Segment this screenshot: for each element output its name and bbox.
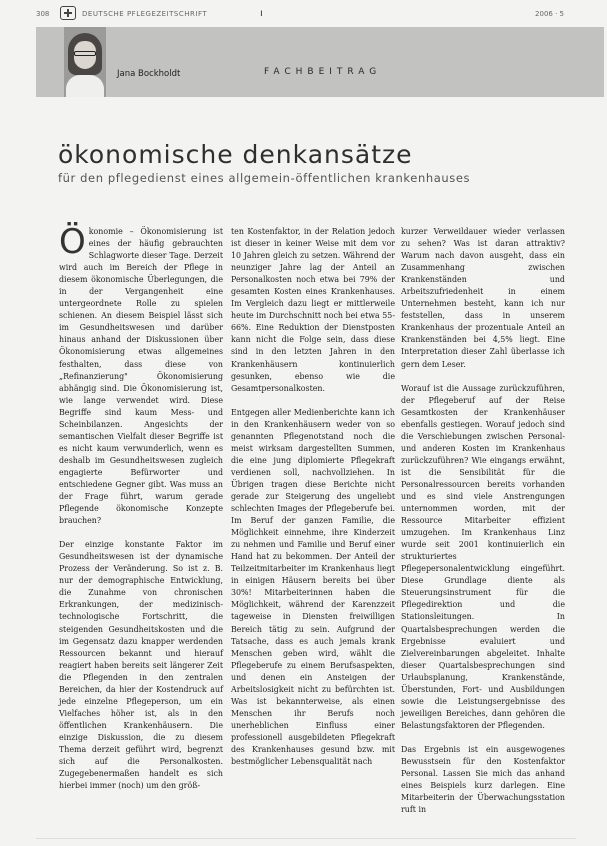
paragraph xyxy=(59,222,223,527)
paragraph: Das Ergebnis ist ein ausgewogenes Bewusstsein für den Kostenfaktor Personal. Lassen Sie mich das anhand eines Beispiels kurz darlegen. Eine Mitarbeiterin der Überwachungsstation ruft in xyxy=(401,744,565,815)
paragraph: kurzer Verweildauer wieder verlassen zu sehen? Was ist daran attraktiv? Warum nach davon ausgeht, dass ein Zusammenhang zwischen Krankenständen und Arbeitszufriedenheit in einem Unternehmen besteht, kann ich nur feststellen, dass in unserem Krankenhaus der prozentuale Anteil an Krankenständen bei 4,5% liegt. Eine Interpretation dieser Zahl überlasse ich gern dem Leser. xyxy=(401,227,565,369)
text-column-3 xyxy=(401,226,565,828)
paragraph: Entgegen aller Medienberichte kann ich in den Krankenhäusern weder von so genannten Pflegenotstand noch die meist wirksam dargestellten Summen, die eine jung diplomierte Pflegekraft verdienen soll, nachvollziehen. In Übrigen tragen diese Berichte nicht gerade zur Steigerung des ungeliebt schlechten Images der Pflegeberufe bei. Im Beruf der ganzen Familie, die Möglichkeit einnehme, ihre Kinderzeit zu nehmen und Familie und Beruf einer Hand hat zu bekommen. Der Anteil der Teilzeitmitarbeiter im Krankenhaus liegt in einigen Häusern bereits bei über 30%! Mitarbeiterinnen haben die Möglichkeit, während der Karenzzeit tageweise in Diensten freiwilligen Bereich tätig zu sein. Aufgrund der Tatsache, dass es auch jemals krank Menschen geben wird, wählt die Pflegeberufe zu einem Berufsaspekten, und denen ein Ansteigen der Arbeitslosigkeit nicht zu befürchten ist. Was ist bekannterweise, als einen Menschen ihr Berufs noch unerheblichen Einfluss einer professionell ausgebildeten Pflegekraft des Krankenhauses gesund bzw. mit bestmöglicher Lebensqualität nach xyxy=(231,407,395,767)
page-marker: ı xyxy=(260,8,263,19)
text-column-1 xyxy=(59,222,223,804)
paragraph: ten Kostenfaktor, in der Relation jedoch ist dieser in keiner Weise mit dem vor 10 Jahren gleich zu setzen. Während der neunziger Jahre lag der Anteil an Personalkosten noch etwa bei 79% der gesamten Kosten eines Krankenhauses. Im Vergleich dazu liegt er mittlerweile heute im Durchschnitt noch bei etwa 55-66%. Eine Reduktion der Dienstposten kann nicht die Folge sein, dass diese sind in den letzten Jahren in den Krankenhäusern kontinuierlich gesunken, ebenso wie die Gesamtpersonalkosten. xyxy=(231,227,395,393)
paragraph: Worauf ist die Aussage zurückzuführen, der Pflegeberuf auf der Reise Gesamtkosten der Krankenhäuser ebenfalls gestiegen. Worauf jedoch sind die Verschiebungen zwischen Personal- und anderen Kosten im Krankenhaus zurückzuführen? Wie eingangs erwähnt, ist die Sensibilität für die Personalressourcen bereits vorhanden und es sind viele Anstrengungen unternommen worden, mit der Ressource Mitarbeiter effizient umzugehen. Im Krankenhaus Linz wurde seit 2001 kontinuierlich ein strukturiertes Pflegepersonalentwicklung eingeführt. Diese Grundlage diente als Steuerungsinstrument für die Pflegedirektion und die Stationsleitungen. In Quartalsbesprechungen werden die Ergebnisse evaluiert und Zielvereinbarungen abgeleitet. Inhalte dieser Quartalsbesprechungen sind Urlaubsplanung, Krankenstände, Überstunden, Fort- und Ausbildungen sowie die Leistungsergebnisse des jeweiligen Bereiches, dann gehören die Belastungsfaktoren der Pflegenden. xyxy=(401,383,565,730)
header-band xyxy=(36,27,604,97)
article-title: ökonomische denkansätze xyxy=(58,140,413,169)
running-header xyxy=(36,6,576,22)
section-kicker: FACHBEITRAG xyxy=(264,67,382,77)
paragraph-text: konomie – Ökonomisierung ist eines der häufig gebrauchten Schlagworte dieser Tage. Derzeit wird auch im Bereich der Pflege in diesem ökonomische Überlegungen, die in der Vergangenheit eine untergeordnete Rolle zu spielen schienen. An diesem Beispiel lässt sich im Gesundheitswesen und darüber hinaus anhand der Diskussionen über Ökonomisierung etwas allgemeines festhalten, dass diese von „Refinanzierung" Ökonomisierung abhängig sind. Die Ökonomisierung ist, wie lange verwendet wird. Diese Begriffe sind kaum Mess- und Scheinbilanzen. Angesichts der semantischen Vielfalt dieser Begriffe ist es nicht kaum verwunderlich, wenn es deshalb im Gesundheitswesen zugleich engagierte Befürworter und entschiedene Gegner gibt. Was muss an der Frage führt, warum gerade Pflegende ökonomische Konzepte brauchen? xyxy=(59,227,223,526)
page-divider xyxy=(36,838,576,839)
issue-info: 2006 · 5 xyxy=(535,10,564,18)
author-name: Jana Bockholdt xyxy=(117,69,181,79)
drop-cap: Ö xyxy=(59,222,86,262)
text-column-2 xyxy=(231,226,395,780)
article-subtitle: für den pflegedienst eines allgemein-öffentlichen krankenhauses xyxy=(58,171,471,185)
publication-name: DEUTSCHE PFLEGEZEITSCHRIFT xyxy=(82,10,208,18)
cross-logo-icon xyxy=(60,6,76,20)
paragraph: Der einzige konstante Faktor im Gesundheitswesen ist der dynamische Prozess der Veränderung. So ist z. B. nur der demographische Entwicklung, die Zunahme von chronischen Erkrankungen, der medizinisch-technologische Fortschritt, die steigenden Gesundheitskosten und die im Gegensatz dazu knapper werdenden Ressourcen bekannt und hierauf reagiert haben bereits seit längerer Zeit die Pflegenden in den zentralen Bereichen, da hier der Kostendruck auf jede einzelne Pflegeperson, um ein Vielfaches höher ist, als in den öffentlichen Krankenhäusern. Die einzige Diskussion, die zu diesem Thema derzeit geführt wird, begrenzt sich auf die Personalkosten. Zugegebenermaßen handelt es sich hierbei immer (noch) um den größ- xyxy=(59,540,223,791)
author-photo xyxy=(64,27,106,97)
page-number: 308 xyxy=(36,10,50,18)
